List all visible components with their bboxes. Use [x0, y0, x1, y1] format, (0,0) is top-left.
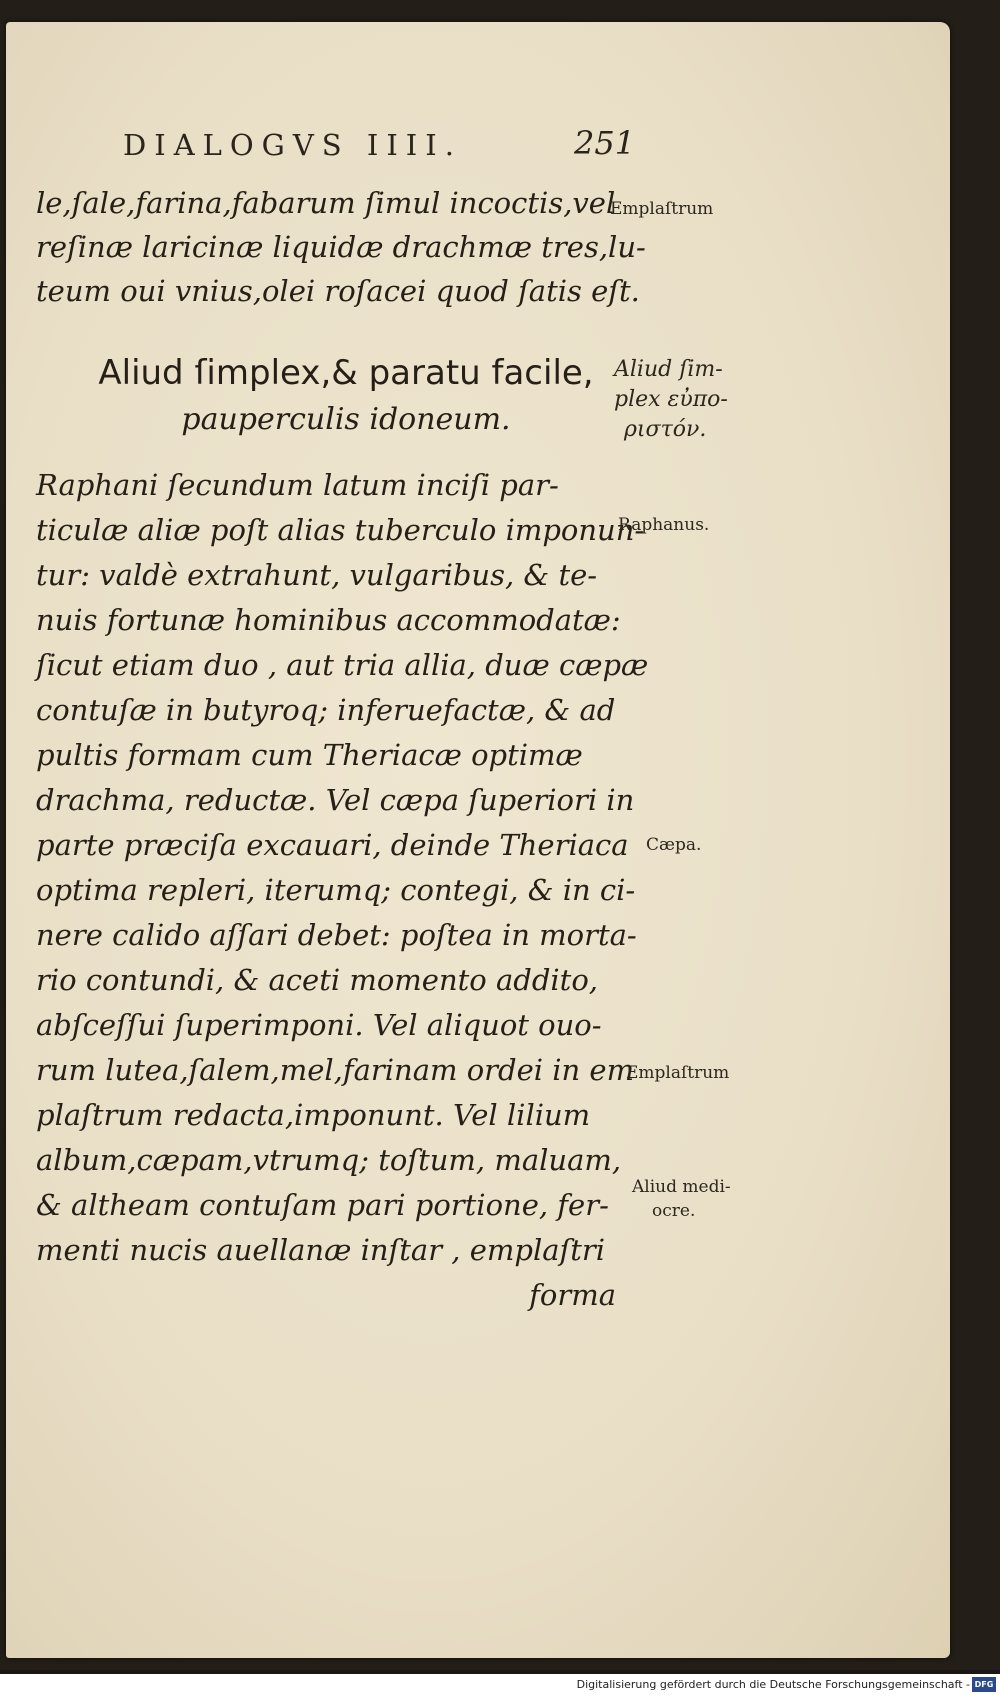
text-line: contuſæ in butyroq; inferuefactæ, & ad	[36, 693, 616, 727]
book-page	[6, 22, 950, 1658]
text-line: teum oui vnius,olei roſacei quod ſatis eſt.	[36, 274, 640, 308]
margin-note-caepa: Cæpa.	[646, 835, 702, 855]
margin-note-aliud-mediocre-1: Aliud medi-	[632, 1177, 731, 1197]
margin-note-emplastrum-2: Emplaſtrum	[626, 1063, 730, 1083]
funding-credit: Digitalisierung gefördert durch die Deutsche Forschungsgemeinschaft -	[576, 1678, 970, 1691]
margin-note-raphanus: Raphanus.	[618, 515, 710, 535]
running-title: DIALOGVS IIII.	[123, 128, 462, 162]
heading-line-2: pauperculis idoneum.	[181, 402, 511, 437]
text-line: rio contundi, & aceti momento addito,	[36, 963, 599, 997]
text-line: rum lutea,ſalem,mel,farinam ordei in em	[36, 1053, 635, 1087]
text-line: Raphani ſecundum latum inciſi par-	[36, 468, 559, 502]
text-line: reſinæ laricinæ liquidæ drachmæ tres,lu-	[36, 230, 646, 264]
text-line: parte præciſa excauari, deinde Theriaca	[36, 828, 629, 862]
text-line: pultis formam cum Theriacæ optimæ	[36, 738, 583, 772]
margin-note-aliud-simplex-2: plex εὐπο-	[614, 387, 728, 412]
heading-line-1: Aliud ſimplex,& paratu facile,	[98, 353, 594, 393]
text-line: nuis fortunæ hominibus accommodatæ:	[36, 603, 621, 637]
text-line: & altheam contuſam pari portione, fer-	[36, 1188, 609, 1222]
text-line: ſicut etiam duo , aut tria allia, duæ cæpæ	[36, 648, 649, 682]
page-header	[6, 124, 950, 168]
margin-note-emplastrum: Emplaſtrum	[610, 199, 714, 219]
margin-note-aliud-mediocre-2: ocre.	[652, 1201, 696, 1221]
text-line: nere calido aſſari debet: poſtea in morta-	[36, 918, 637, 952]
text-line: album,cæpam,vtrumq; toſtum, maluam,	[36, 1143, 622, 1177]
text-line: drachma, reductæ. Vel cæpa ſuperiori in	[36, 783, 635, 817]
catchword: forma	[529, 1278, 616, 1312]
text-line: tur: valdè extrahunt, vulgaribus, & te-	[36, 558, 598, 592]
text-line: plaſtrum redacta,imponunt. Vel lilium	[36, 1098, 591, 1132]
page-number: 251	[574, 124, 636, 162]
dfg-logo-icon: DFG	[972, 1677, 996, 1692]
text-line: optima repleri, iterumq; contegi, & in ci-	[36, 873, 636, 907]
digitization-footer	[0, 1674, 1000, 1697]
margin-note-aliud-simplex-1: Aliud ſim-	[614, 357, 723, 382]
text-line: menti nucis auellanæ inſtar , emplaſtri	[36, 1233, 606, 1267]
text-line: le,ſale,farina,fabarum ſimul incoctis,vel	[36, 186, 616, 220]
margin-note-aliud-simplex-3: ριστόν.	[624, 417, 707, 442]
text-line: abſceſſui ſuperimponi. Vel aliquot ouo-	[36, 1008, 602, 1042]
text-line: ticulæ aliæ poſt alias tuberculo imponun-	[36, 513, 645, 547]
